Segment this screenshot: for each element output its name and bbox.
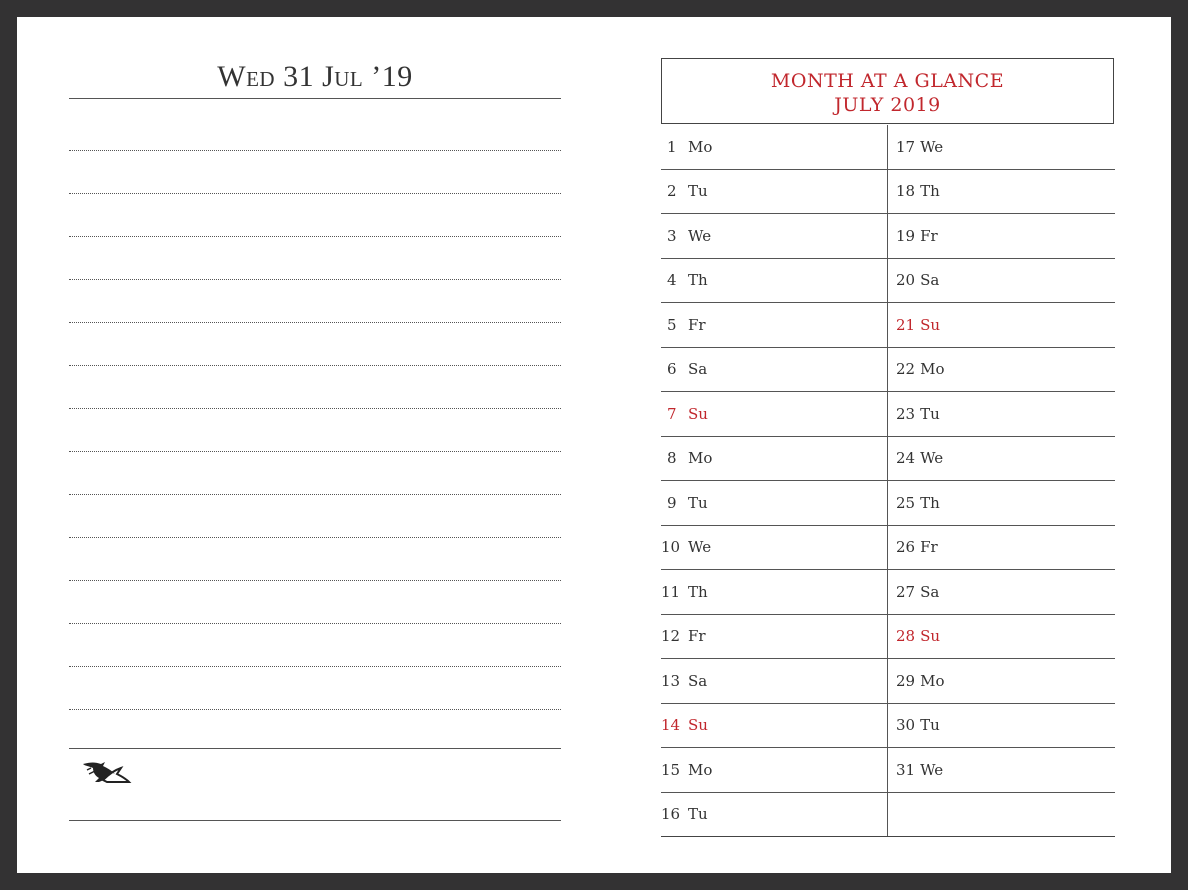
glance-row [661,748,1115,793]
note-line[interactable] [69,193,561,194]
day-cell-right [888,348,1115,392]
day-title: Wed 31 Jul ’19 [217,60,413,93]
day-number: 13 [661,671,681,690]
glance-row [661,793,1115,838]
day-cell-left [661,125,888,169]
day-cell-left [661,259,888,303]
glance-row [661,659,1115,704]
glance-row [661,170,1115,215]
day-number: 30 [896,716,916,735]
glance-row [661,570,1115,615]
day-cell-left [661,348,888,392]
day-cell-left [661,704,888,748]
day-number: 20 [896,271,916,290]
day-number: 12 [661,627,681,646]
day-number: 14 [661,716,681,735]
day-number: 16 [661,805,681,824]
day-cell-left [661,170,888,214]
note-line[interactable] [69,580,561,581]
day-abbrev: Mo [688,760,713,779]
glance-row [661,437,1115,482]
day-abbrev: Su [920,315,941,334]
day-number: 1 [667,137,677,156]
day-cell-right [888,526,1115,570]
note-line[interactable] [69,709,561,710]
note-line[interactable] [69,365,561,366]
footer-rule-bottom [69,820,561,821]
day-abbrev: Tu [688,182,708,201]
day-abbrev: Th [688,582,708,601]
note-line[interactable] [69,451,561,452]
month-glance-header [661,58,1114,124]
glance-row [661,392,1115,437]
month-glance-table [661,125,1115,837]
note-line[interactable] [69,150,561,151]
day-number: 9 [667,493,677,512]
day-cell-right [888,615,1115,659]
day-number: 22 [896,360,916,379]
day-number: 10 [661,538,681,557]
day-cell-left [661,303,888,347]
glance-row [661,214,1115,259]
note-line[interactable] [69,279,561,280]
day-number: 23 [896,404,916,423]
day-number: 15 [661,760,681,779]
day-abbrev: Tu [920,404,940,423]
day-number: 3 [667,226,677,245]
note-lines [69,150,561,752]
day-number: 8 [667,449,677,468]
planner-spread [17,17,1171,873]
day-abbrev: We [920,137,944,156]
day-cell-right [888,125,1115,169]
day-number: 24 [896,449,916,468]
glance-row [661,526,1115,571]
day-abbrev: Sa [920,271,940,290]
day-abbrev: Sa [688,360,708,379]
day-cell-left [661,615,888,659]
day-cell-left [661,437,888,481]
day-cell-right [888,437,1115,481]
title-rule [69,98,561,99]
day-number: 11 [661,582,681,601]
note-line[interactable] [69,236,561,237]
bird-logo-icon [81,758,133,786]
day-abbrev: Sa [688,671,708,690]
day-number: 2 [667,182,677,201]
day-abbrev: We [920,760,944,779]
day-number: 27 [896,582,916,601]
glance-row [661,259,1115,304]
day-abbrev: Fr [920,538,938,557]
day-cell-right [888,659,1115,703]
day-abbrev: Fr [920,226,938,245]
note-line[interactable] [69,666,561,667]
note-line[interactable] [69,408,561,409]
day-cell-right [888,748,1115,792]
day-cell-left [661,748,888,792]
day-number: 28 [896,627,916,646]
glance-row [661,348,1115,393]
day-abbrev: Tu [688,493,708,512]
day-cell-right [888,170,1115,214]
day-cell-right [888,570,1115,614]
glance-row [661,615,1115,660]
day-cell-right [888,392,1115,436]
day-abbrev: Mo [688,449,713,468]
day-cell-left [661,392,888,436]
day-number: 19 [896,226,916,245]
day-cell-right [888,214,1115,258]
day-abbrev: Su [688,404,708,423]
day-abbrev: Mo [920,360,945,379]
day-cell-right [888,259,1115,303]
note-line[interactable] [69,322,561,323]
day-abbrev: Fr [688,627,706,646]
day-number: 26 [896,538,916,557]
day-cell-left [661,793,888,837]
day-abbrev: We [920,449,944,468]
day-abbrev: Th [688,271,708,290]
day-abbrev: Th [920,493,940,512]
day-cell-left [661,214,888,258]
note-line[interactable] [69,623,561,624]
day-cell-left [661,659,888,703]
day-cell-left [661,481,888,525]
day-number: 18 [896,182,916,201]
day-abbrev: We [688,538,712,557]
note-line[interactable] [69,537,561,538]
day-number: 17 [896,137,916,156]
day-abbrev: Mo [920,671,945,690]
day-cell-right [888,481,1115,525]
day-abbrev: Tu [920,716,940,735]
day-abbrev: We [688,226,712,245]
day-number: 6 [667,360,677,379]
day-abbrev: Su [688,716,708,735]
day-cell-left [661,526,888,570]
day-abbrev: Mo [688,137,713,156]
month-glance-heading: MONTH AT A GLANCE [770,70,1005,92]
day-number: 5 [667,315,677,334]
footer-rule-top [69,748,561,749]
day-number: 25 [896,493,916,512]
day-abbrev: Fr [688,315,706,334]
day-cell-right [888,793,1115,837]
day-number: 7 [667,404,677,423]
day-number: 31 [896,760,916,779]
glance-row [661,704,1115,749]
glance-row [661,481,1115,526]
day-number: 4 [667,271,677,290]
note-line[interactable] [69,494,561,495]
day-cell-left [661,570,888,614]
day-cell-right [888,303,1115,347]
day-abbrev: Sa [920,582,940,601]
glance-row [661,125,1115,170]
day-abbrev: Th [920,182,940,201]
glance-row [661,303,1115,348]
day-number: 21 [896,315,916,334]
day-number: 29 [896,671,916,690]
day-cell-right [888,704,1115,748]
month-glance-subheading: JULY 2019 [834,94,941,116]
day-abbrev: Su [920,627,941,646]
day-abbrev: Tu [688,805,708,824]
